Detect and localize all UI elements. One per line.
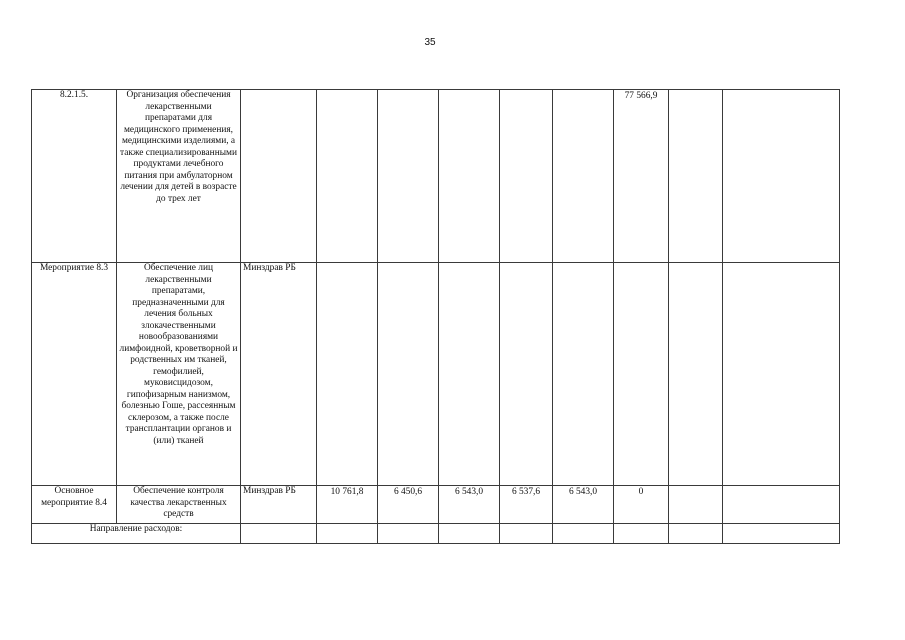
value-cell xyxy=(439,263,500,486)
value-cell xyxy=(723,524,840,544)
value-cell: 10 761,8 xyxy=(317,486,378,524)
value-cell xyxy=(669,486,723,524)
value-cell xyxy=(500,263,553,486)
value-cell xyxy=(241,524,317,544)
table-row xyxy=(32,524,840,544)
value-cell xyxy=(723,486,840,524)
table-row xyxy=(32,486,840,524)
value-cell xyxy=(669,524,723,544)
value-cell xyxy=(553,524,614,544)
value-cell: 6 450,6 xyxy=(378,486,439,524)
budget-table xyxy=(31,89,840,544)
row-executor: Минздрав РБ xyxy=(241,263,317,486)
value-cell: 6 543,0 xyxy=(553,486,614,524)
row-code: Мероприятие 8.3 xyxy=(32,263,117,486)
row-name: Организация обеспечения лекарственными препаратами для медицинского применения, медицинскими изделиями, а также специализированными продуктами лечебного питания при амбулаторном лечении для детей в возрасте до трех лет xyxy=(117,90,241,263)
value-cell: 6 543,0 xyxy=(439,486,500,524)
value-cell xyxy=(439,524,500,544)
value-cell xyxy=(614,524,669,544)
value-cell xyxy=(723,90,840,263)
page-number: 35 xyxy=(424,37,436,48)
row-code: Основное мероприятие 8.4 xyxy=(32,486,117,524)
value-cell xyxy=(317,90,378,263)
value-cell: 6 537,6 xyxy=(500,486,553,524)
table-row xyxy=(32,90,840,263)
value-cell xyxy=(723,263,840,486)
value-cell xyxy=(378,90,439,263)
value-cell xyxy=(553,90,614,263)
value-cell xyxy=(439,90,500,263)
value-cell xyxy=(317,263,378,486)
row-name: Обеспечение лиц лекарственными препаратами, предназначенными для лечения больных злокачественными новообразованиями лимфоидной, кроветворной и родственных им тканей, гемофилией, муковисцидозом, гипофизарным нанизмом, болезнью Гоше, рассеянным склерозом, а также после трансплантации органов и (или) тканей xyxy=(117,263,241,486)
value-cell xyxy=(553,263,614,486)
row-executor xyxy=(241,90,317,263)
value-cell xyxy=(500,524,553,544)
value-cell xyxy=(669,90,723,263)
row-name: Обеспечение контроля качества лекарственных средств xyxy=(117,486,241,524)
expense-direction-label: Направление расходов: xyxy=(32,524,241,544)
value-cell: 0 xyxy=(614,486,669,524)
row-executor: Минздрав РБ xyxy=(241,486,317,524)
value-cell xyxy=(669,263,723,486)
value-cell xyxy=(500,90,553,263)
value-cell: 77 566,9 xyxy=(614,90,669,263)
value-cell xyxy=(317,524,378,544)
value-cell xyxy=(378,524,439,544)
row-code: 8.2.1.5. xyxy=(32,90,117,263)
table-row xyxy=(32,263,840,486)
value-cell xyxy=(378,263,439,486)
value-cell xyxy=(614,263,669,486)
